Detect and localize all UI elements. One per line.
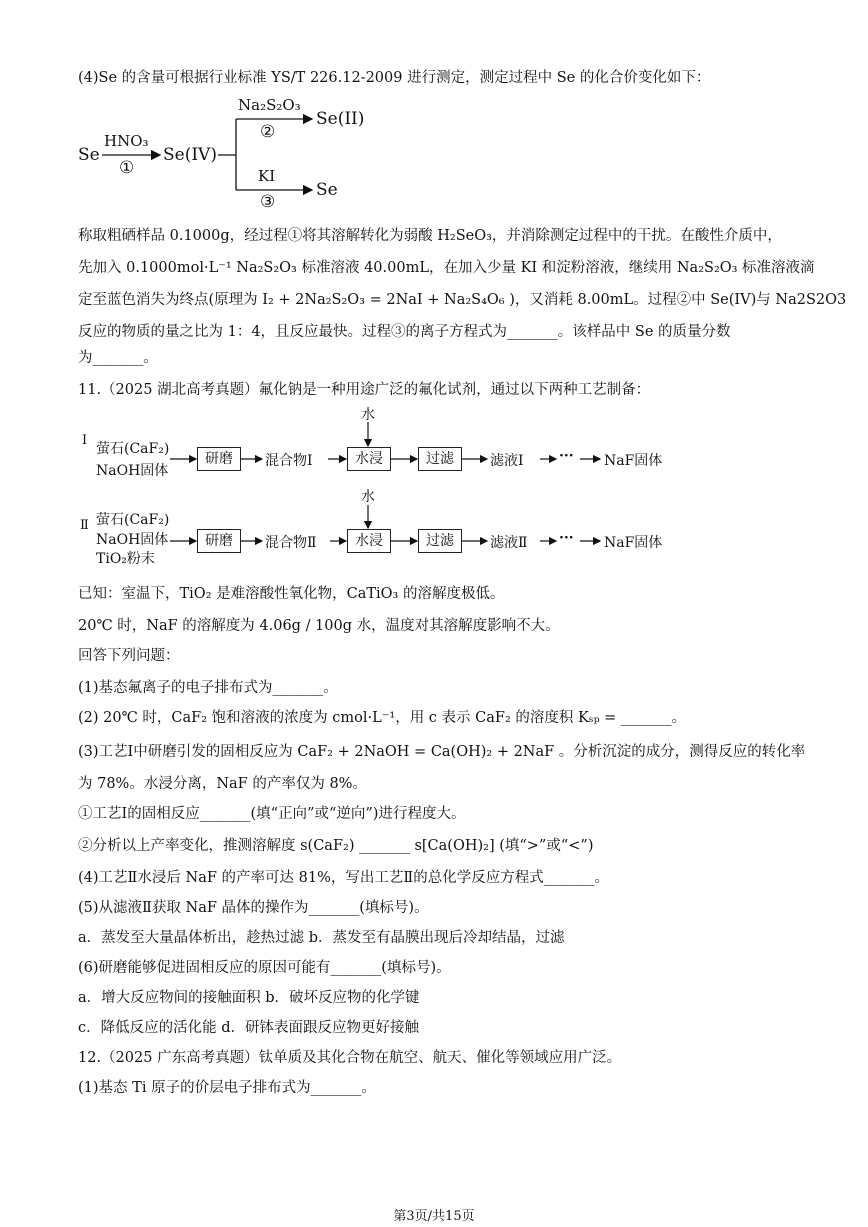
flow2-dots: ··· <box>559 530 574 546</box>
flow2-grind-box: 研磨 <box>197 529 241 553</box>
se4-label: Se(IV) <box>163 145 217 165</box>
flow2-input-3: TiO₂粉末 <box>96 551 155 567</box>
flow1-mixture: 混合物Ⅰ <box>265 453 313 469</box>
flow2-input-1: 萤石(CaF₂) <box>96 512 170 528</box>
q11-known-1: 已知：室温下，TiO₂ 是难溶酸性氧化物，CaTiO₃ 的溶解度极低。 <box>78 586 505 602</box>
q11-part-2: (2) 20℃ 时，CaF₂ 饱和溶液的浓度为 cmol·L⁻¹，用 c 表示 CaF₂ 的溶度积 Kₛₚ = _______。 <box>78 710 687 726</box>
q11-answer-prompt: 回答下列问题： <box>78 648 180 664</box>
step-2-label: ② <box>260 122 276 142</box>
q10-line-4: 定至蓝色消失为终点(原理为 I₂ + 2Na₂S₂O₃ = 2NaI + Na₂S₄O₆ )，又消耗 8.00mL。过程②中 Se(IV)与 Na2S2O3 <box>78 292 847 308</box>
flow2-water: 水 <box>361 489 375 505</box>
flow1-grind-box: 研磨 <box>197 447 241 471</box>
q12-part-1: (1)基态 Ti 原子的价层电子排布式为_______。 <box>78 1080 376 1096</box>
flow1-product: NaF固体 <box>604 453 663 469</box>
step-1-label: ① <box>119 158 135 178</box>
flow2-product: NaF固体 <box>604 535 663 551</box>
se0-label: Se <box>316 180 338 200</box>
flow1-input-2: NaOH固体 <box>96 463 169 479</box>
q11-known-2: 20℃ 时，NaF 的溶解度为 4.06g / 100g 水，温度对其溶解度影响不大。 <box>78 618 560 634</box>
q11-part-6: (6)研磨能够促进固相反应的原因可能有_______(填标号)。 <box>78 960 451 976</box>
flow1-leach-box: 水浸 <box>347 447 391 471</box>
q10-line-2: 称取粗硒样品 0.1000g，经过程①将其溶解转化为弱酸 H₂SeO₃，并消除测定过程中的干扰。在酸性介质中， <box>78 228 782 244</box>
q11-part-6-options-cd: c．降低反应的活化能 d．研钵表面跟反应物更好接触 <box>78 1020 420 1036</box>
flow2-filtrate: 滤液Ⅱ <box>490 535 528 551</box>
q10-line-6: 为_______。 <box>78 350 158 366</box>
na2s2o3-label: Na₂S₂O₃ <box>238 96 301 114</box>
flow2-roman: Ⅱ <box>80 518 89 533</box>
q11-part-5-options: a．蒸发至大量晶体析出，趁热过滤 b．蒸发至有晶膜出现后冷却结晶，过滤 <box>78 930 565 946</box>
q11-part-3d: ②分析以上产率变化，推测溶解度 s(CaF₂) _______ s[Ca(OH)₂] (填“>”或“<”) <box>78 838 594 854</box>
q11-title: 11.（2025 湖北高考真题）氟化钠是一种用途广泛的氟化试剂，通过以下两种工艺制备： <box>78 382 651 398</box>
flow2-mixture: 混合物Ⅱ <box>265 535 317 551</box>
q11-part-3a: (3)工艺Ⅰ中研磨引发的固相反应为 CaF₂ + 2NaOH = Ca(OH)₂ + 2NaF 。分析沉淀的成分，测得反应的转化率 <box>78 744 806 760</box>
q12-title: 12.（2025 广东高考真题）钛单质及其化合物在航空、航天、催化等领域应用广泛。 <box>78 1050 622 1066</box>
step-3-label: ③ <box>260 192 276 212</box>
q11-part-6-options-ab: a．增大反应物间的接触面积 b．破坏反应物的化学键 <box>78 990 420 1006</box>
q11-part-5: (5)从滤液Ⅱ获取 NaF 晶体的操作为_______(填标号)。 <box>78 900 429 916</box>
flow1-dots: ··· <box>559 448 574 464</box>
flow1-input-1: 萤石(CaF₂) <box>96 441 170 457</box>
q11-part-3c: ①工艺Ⅰ的固相反应_______(填“正向”或“逆向”)进行程度大。 <box>78 806 466 822</box>
q10-line-3: 先加入 0.1000mol·L⁻¹ Na₂S₂O₃ 标准溶液 40.00mL，在加入少量 KI 和淀粉溶液，继续用 Na₂S₂O₃ 标准溶液滴 <box>78 260 815 276</box>
se2-label: Se(II) <box>316 109 365 129</box>
flow2-input-2: NaOH固体 <box>96 532 169 548</box>
q11-part-1: (1)基态氟离子的电子排布式为_______。 <box>78 680 338 696</box>
hno3-label: HNO₃ <box>104 132 149 150</box>
flow1-filter-box: 过滤 <box>418 447 462 471</box>
q10-line-1: (4)Se 的含量可根据行业标准 YS/T 226.12-2009 进行测定，测定过程中 Se 的化合价变化如下： <box>78 70 711 86</box>
flow2-filter-box: 过滤 <box>418 529 462 553</box>
flow2-leach-box: 水浸 <box>347 529 391 553</box>
q11-part-4: (4)工艺Ⅱ水浸后 NaF 的产率可达 81%，写出工艺Ⅱ的总化学反应方程式_______。 <box>78 870 609 886</box>
flow1-water: 水 <box>361 407 375 423</box>
page-footer: 第3页/共15页 <box>393 1209 475 1224</box>
q11-part-3b: 为 78%。水浸分离，NaF 的产率仅为 8%。 <box>78 776 367 792</box>
flow1-roman: Ⅰ <box>82 433 88 448</box>
ki-label: KI <box>258 167 276 185</box>
se-start: Se <box>78 145 100 165</box>
flow1-filtrate: 滤液Ⅰ <box>490 453 524 469</box>
q10-line-5: 反应的物质的量之比为 1：4，且反应最快。过程③的离子方程式为_______。该样品中 Se 的质量分数 <box>78 324 731 340</box>
